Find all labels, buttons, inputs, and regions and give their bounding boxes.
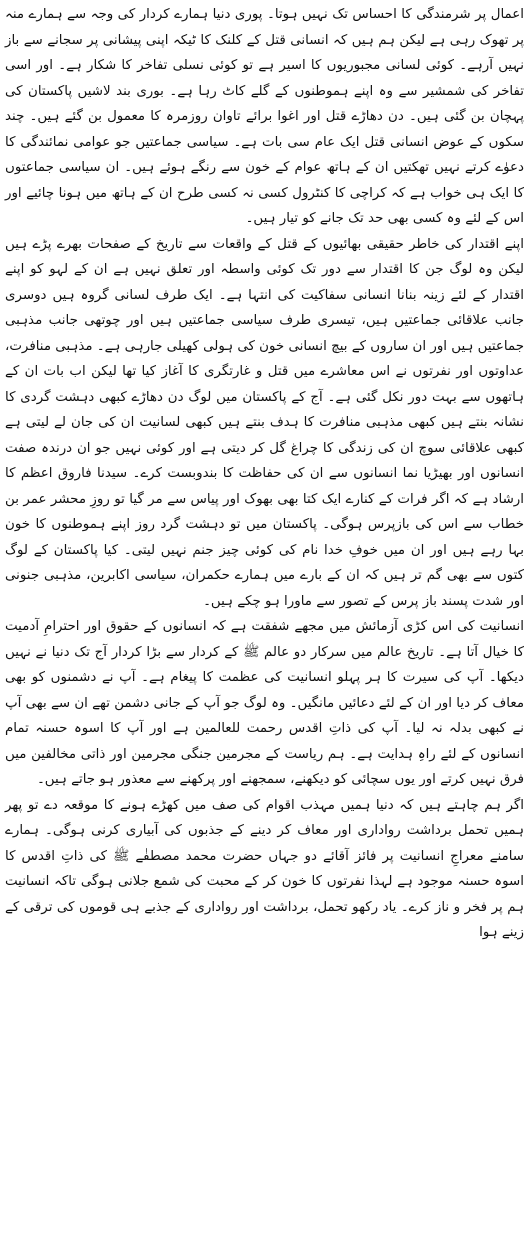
paragraph-2: اپنے اقتدار کی خاطر حقیقی بھائیوں کے قتل کے واقعات سے تاریخ کے صفحات بھرے پڑے ہیں لیکن وہ لوگ جن کا اقتدار سے دور تک کوئی واسطہ اور تعلق نہیں ہے ان کے لہو کو اپنے اقتدار کے لئے زینہ بنانا انسانی سفاکیت کی انتہا ہے۔ ایک طرف لسانی گروہ ہیں دوسری جانب علاقائی جماعتیں ہیں، تیسری طرف سیاسی جماعتیں ہیں اور چوتھی جانب مذہبی جماعتیں ہیں اور ان ساروں کے بیچ انسانی خون کی ہولی کھیلی جارہی ہے۔ مذہبی منافرت، عداوتوں اور نفرتوں نے اس معاشرے میں قتل و غارتگری کا آغاز کیا تھا لیکن اب بات ان کے ہاتھوں سے بہت دور نکل گئی ہے۔ آج کے پاکستان میں لوگ دن دھاڑے کبھی دہشت گردی کا نشانہ بنتے ہیں کبھی مذہبی منافرت کا ہدف بنتے ہیں کبھی لسانیت ان کی جان لے لیتی ہے کبھی علاقائی سوچ ان کی زندگی کا چراغ گل کر دیتی ہے اور کوئی نہیں جو ان درندہ صفت انسانوں اور بھیڑیا نما انسانوں سے ان کی حفاظت کا بندوبست کرے۔ سیدنا فاروق اعظم کا ارشاد ہے کہ اگر فرات کے کنارے ایک کتا بھی بھوک اور پیاس سے مر گیا تو روزِ محشر عمر بن خطاب سے اس کی بازپرس ہوگی۔ پاکستان میں تو دہشت گرد روز اپنے ہموطنوں کا خون بہا رہے ہیں اور ان میں خوفِ خدا نام کی کوئی چیز جنم نہیں لیتی۔ کیا پاکستان کے لوگ کتوں سے بھی گم تر ہیں کہ ان کے بارے میں ہمارے حکمران، سیاسی اکابرین، مذہبی جنونی اور شدت پسند باز پرس کے تصور سے ماورا ہو چکے ہیں۔ (5, 236, 524, 609)
paragraph-3: انسانیت کی اس کڑی آزمائش میں مجھے شفقت ہے کہ انسانوں کے حقوق اور احترامِ آدمیت کا خیال آتا ہے۔ تاریخ عالم میں سرکار دو عالم ﷺ کے کردار سے بڑا کردار آج تک دنیا نے نہیں دیکھا۔ آپ کی سیرت کا ہر پہلو انسانیت کی عظمت کا پیغام ہے۔ آپ نے دشمنوں کو بھی معاف کر دیا اور ان کے لئے دعائیں مانگیں۔ وہ لوگ جو آپ کے جانی دشمن تھے ان سے بھی آپ نے کبھی بدلہ نہ لیا۔ آپ کی ذاتِ اقدس رحمت للعالمین ہے اور آپ کا اسوہ حسنہ تمام انسانوں کے لئے راہِ ہدایت ہے۔ ہم ریاست کے مجرمین جنگی مجرمین اور ذاتی مخالفین میں فرق نہیں کرتے اور یوں سچائی کو دیکھنے، سمجھنے اور پرکھنے سے معذور ہو جاتے ہیں۔ (5, 619, 524, 787)
paragraph-4: اگر ہم چاہتے ہیں کہ دنیا ہمیں مہذب اقوام کی صف میں کھڑے ہونے کا موقعہ دے تو پھر ہمیں تحمل برداشت رواداری اور معاف کر دینے کے جذبوں کی آبیاری کرنی ہوگی۔ ہمارے سامنے معراجِ انسانیت پر فائز آقائے دو جہاں حضرت محمد مصطفٰے ﷺ کی ذاتِ اقدس کا اسوہ حسنہ موجود ہے لہذا نفرتوں کا خون کر کے محبت کی شمع جلانی ہوگی تاکہ انسانیت ہم پر فخر و ناز کرے۔ یاد رکھو تحمل، برداشت اور رواداری کے جذبے ہی قوموں کی ترقی کے زینے ہوا (5, 797, 524, 940)
paragraph-1: اعمال پر شرمندگی کا احساس تک نہیں ہوتا۔ پوری دنیا ہمارے کردار کی وجہ سے ہمارے منہ پر تھوک رہی ہے لیکن ہم ہیں کہ انسانی قتل کے کلنک کا ٹیکہ اپنی پیشانی پر سجانے سے باز نہیں آرہے۔ کوئی لسانی مجبوریوں کا اسیر ہے تو کوئی نسلی تفاخر کا شکار ہے۔ اور اسی تفاخر کی شمشیر سے وہ اپنے ہموطنوں کے گلے کاٹ رہا ہے۔ بوری بند لاشیں پاکستان کی پہچان بن گئی ہیں۔ دن دھاڑے قتل اور اغوا برائے تاوان روزمرہ کا معمول بن گئے ہیں۔ چند سکوں کے عوض انسانی قتل ایک عام سی بات ہے۔ سیاسی جماعتیں جو عوامی نمائندگی کا دعوٰے کرتے نہیں تھکتیں ان کے ہاتھ عوام کے خون سے رنگے ہوئے ہیں۔ ان سیاسی جماعتوں کا ایک ہی خواب ہے کہ کراچی کا کنٹرول کسی نہ کسی طرح ان کے ہاتھ میں ہونا چائیے اور اس کے لئے وہ کسی بھی حد تک جانے کو تیار ہیں۔ (5, 7, 524, 226)
